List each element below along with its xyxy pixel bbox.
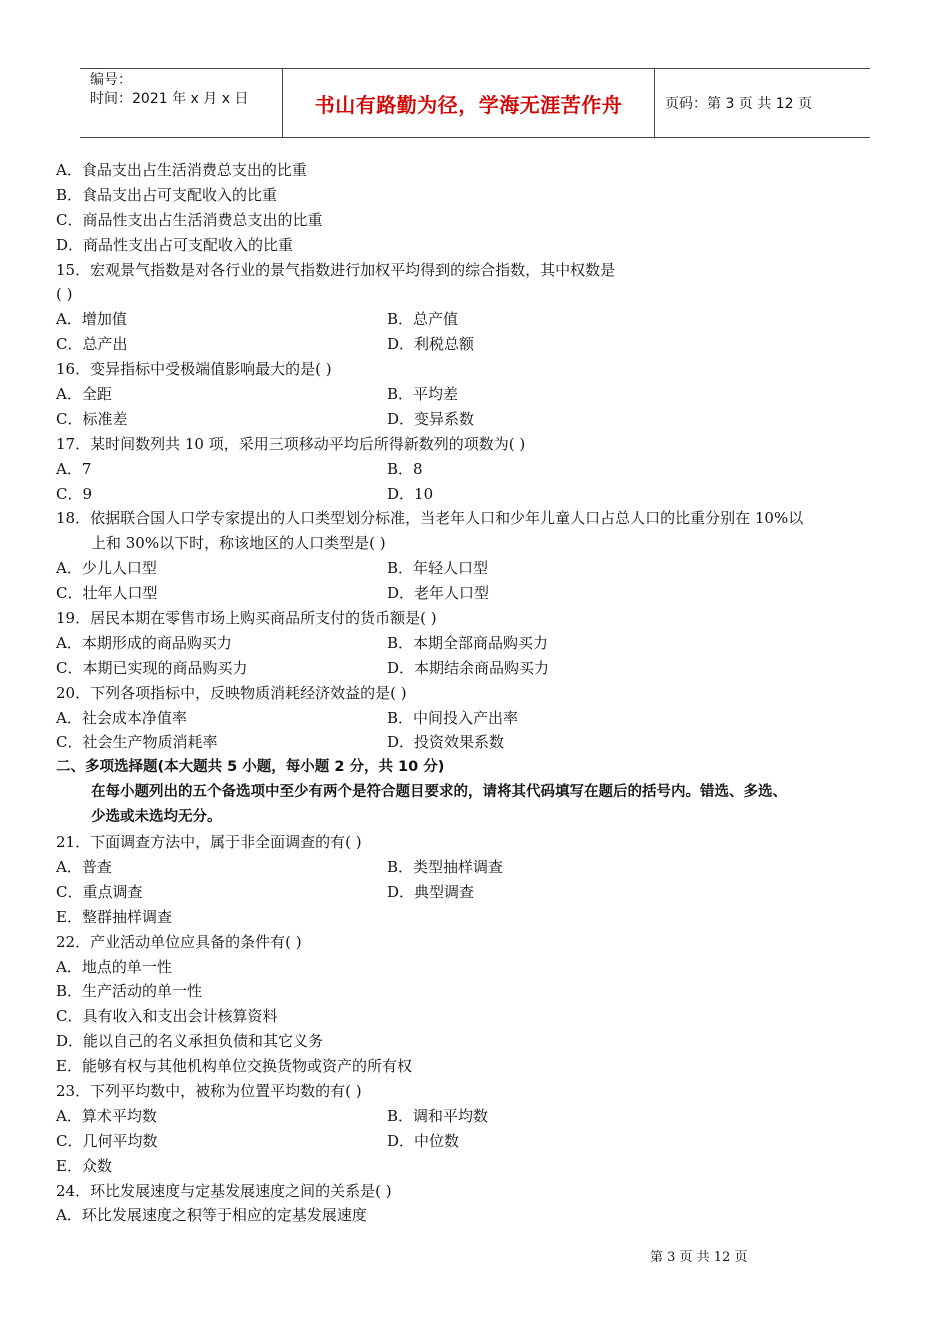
text-line [56, 531, 906, 556]
text-line [56, 1054, 906, 1079]
line-text: A．食品支出占生活消费总支出的比重 [56, 161, 307, 179]
option-right: D．中位数 [387, 1131, 460, 1150]
option-right: B．8 [387, 459, 423, 478]
line-text: C．社会生产物质消耗率 [56, 733, 218, 752]
line-text: 24．环比发展速度与定基发展速度之间的关系是( ) [56, 1181, 392, 1200]
text-line [56, 1104, 906, 1129]
line-text: E．整群抽样调查 [56, 907, 172, 926]
text-line [56, 1179, 906, 1204]
text-line [56, 1004, 906, 1029]
text-line [56, 506, 906, 531]
text-line [56, 407, 906, 432]
option-right: B．总产值 [387, 310, 459, 329]
line-text: B．生产活动的单一性 [56, 982, 203, 1001]
line-text: A．7 [56, 459, 92, 478]
line-text: C．壮年人口型 [56, 584, 158, 603]
text-line [56, 183, 906, 208]
text-line [56, 1154, 906, 1179]
line-text: A．环比发展速度之积等于相应的定基发展速度 [56, 1206, 367, 1225]
option-right: B．本期全部商品购买力 [387, 633, 549, 652]
text-line [56, 382, 906, 407]
line-text: C．商品性支出占生活消费总支出的比重 [56, 210, 323, 229]
line-text: C．总产出 [56, 335, 128, 354]
text-line [56, 656, 906, 681]
option-right: B．年轻人口型 [387, 559, 489, 578]
text-line [56, 930, 906, 955]
option-right: D．本期结余商品购买力 [387, 658, 550, 677]
text-line [56, 681, 906, 706]
option-right: D．典型调查 [387, 882, 475, 901]
line-text: A．社会成本净值率 [56, 708, 187, 727]
line-text: C．9 [56, 484, 93, 503]
option-right: D．利税总额 [387, 335, 475, 354]
line-text: A．地点的单一性 [56, 957, 172, 976]
line-text: 15．宏观景气指数是对各行业的景气指数进行加权平均得到的综合指数，其中权数是 [56, 260, 616, 279]
text-line [56, 158, 906, 183]
option-right: B．中间投入产出率 [387, 708, 519, 727]
text-line [56, 905, 906, 930]
line-text: B．食品支出占可支配收入的比重 [56, 185, 278, 204]
header-motto: 书山有路勤为径，学海无涯苦作舟 [282, 69, 655, 137]
option-right: B．平均差 [387, 385, 459, 404]
option-right: D．投资效果系数 [387, 733, 505, 752]
option-right: D．10 [387, 484, 434, 503]
text-line [56, 730, 906, 755]
text-line [56, 1203, 906, 1228]
option-right: B．类型抽样调查 [387, 857, 504, 876]
page-header [80, 68, 870, 138]
line-text: C．几何平均数 [56, 1131, 158, 1150]
line-text: ( ) [56, 285, 73, 304]
text-line [56, 830, 906, 855]
line-text: A．算术平均数 [56, 1106, 157, 1125]
doc-time: 时间：2021 年 x 月 x 日 [90, 91, 249, 107]
text-line [56, 979, 906, 1004]
text-line [56, 432, 906, 457]
line-text: 17．某时间数列共 10 项，采用三项移动平均后所得新数列的项数为( ) [56, 434, 526, 453]
option-right: B．调和平均数 [387, 1106, 489, 1125]
text-line [56, 1029, 906, 1054]
page-footer: 第 3 页 共 12 页 [650, 1250, 748, 1265]
line-text: 23．下列平均数中，被称为位置平均数的有( ) [56, 1081, 362, 1100]
text-line [56, 282, 906, 307]
line-text: 16．变异指标中受极端值影响最大的是( ) [56, 360, 332, 379]
text-line [56, 805, 906, 830]
doc-number: 编号： [90, 72, 132, 88]
text-line [56, 780, 906, 805]
line-text: D．商品性支出占可支配收入的比重 [56, 235, 294, 254]
line-text: C．具有收入和支出会计核算资料 [56, 1007, 278, 1026]
text-line [56, 955, 906, 980]
header-page-number: 页码：第 3 页 共 12 页 [665, 96, 812, 112]
header-meta [80, 69, 282, 137]
line-text: 在每小题列出的五个备选项中至少有两个是符合题目要求的，请将其代码填写在题后的括号内。错选、多选、 [91, 784, 787, 801]
text-line [56, 755, 906, 780]
line-text: A．增加值 [56, 310, 127, 329]
text-line [56, 880, 906, 905]
text-line [56, 233, 906, 258]
line-text: 19．居民本期在零售市场上购买商品所支付的货币额是( ) [56, 609, 437, 628]
line-text: A．全距 [56, 385, 112, 404]
option-right: D．变异系数 [387, 409, 475, 428]
line-text: A．普查 [56, 857, 112, 876]
text-line [56, 332, 906, 357]
line-text: C．本期已实现的商品购买力 [56, 658, 248, 677]
text-line [56, 1129, 906, 1154]
text-line [56, 631, 906, 656]
line-text: C．重点调查 [56, 882, 143, 901]
line-text: 二、多项选择题(本大题共 5 小题，每小题 2 分，共 10 分) [56, 759, 445, 776]
text-line [56, 1079, 906, 1104]
line-text: 21．下面调查方法中，属于非全面调查的有( ) [56, 833, 362, 852]
text-line [56, 457, 906, 482]
line-text: 20．下列各项指标中，反映物质消耗经济效益的是( ) [56, 683, 407, 702]
text-line [56, 606, 906, 631]
line-text: E．众数 [56, 1156, 112, 1175]
text-line [56, 357, 906, 382]
text-line [56, 855, 906, 880]
line-text: 18．依据联合国人口学专家提出的人口类型划分标准，当老年人口和少年儿童人口占总人口的比重分别在 10%以 [56, 509, 804, 528]
line-text: 少选或未选均无分。 [91, 809, 222, 826]
text-line [56, 556, 906, 581]
line-text: A．少儿人口型 [56, 559, 157, 578]
line-text: C．标准差 [56, 409, 128, 428]
text-line [56, 581, 906, 606]
line-text: E．能够有权与其他机构单位交换货物或资产的所有权 [56, 1057, 412, 1076]
text-line [56, 482, 906, 507]
text-line [56, 208, 906, 233]
line-text: A．本期形成的商品购买力 [56, 633, 232, 652]
option-right: D．老年人口型 [387, 584, 490, 603]
line-text: D．能以自己的名义承担负债和其它义务 [56, 1032, 324, 1051]
line-text: 22．产业活动单位应具备的条件有( ) [56, 932, 302, 951]
text-line [56, 706, 906, 731]
text-line [56, 258, 906, 283]
question-body [56, 158, 906, 1228]
line-text: 上和 30%以下时，称该地区的人口类型是( ) [91, 534, 386, 553]
text-line [56, 307, 906, 332]
